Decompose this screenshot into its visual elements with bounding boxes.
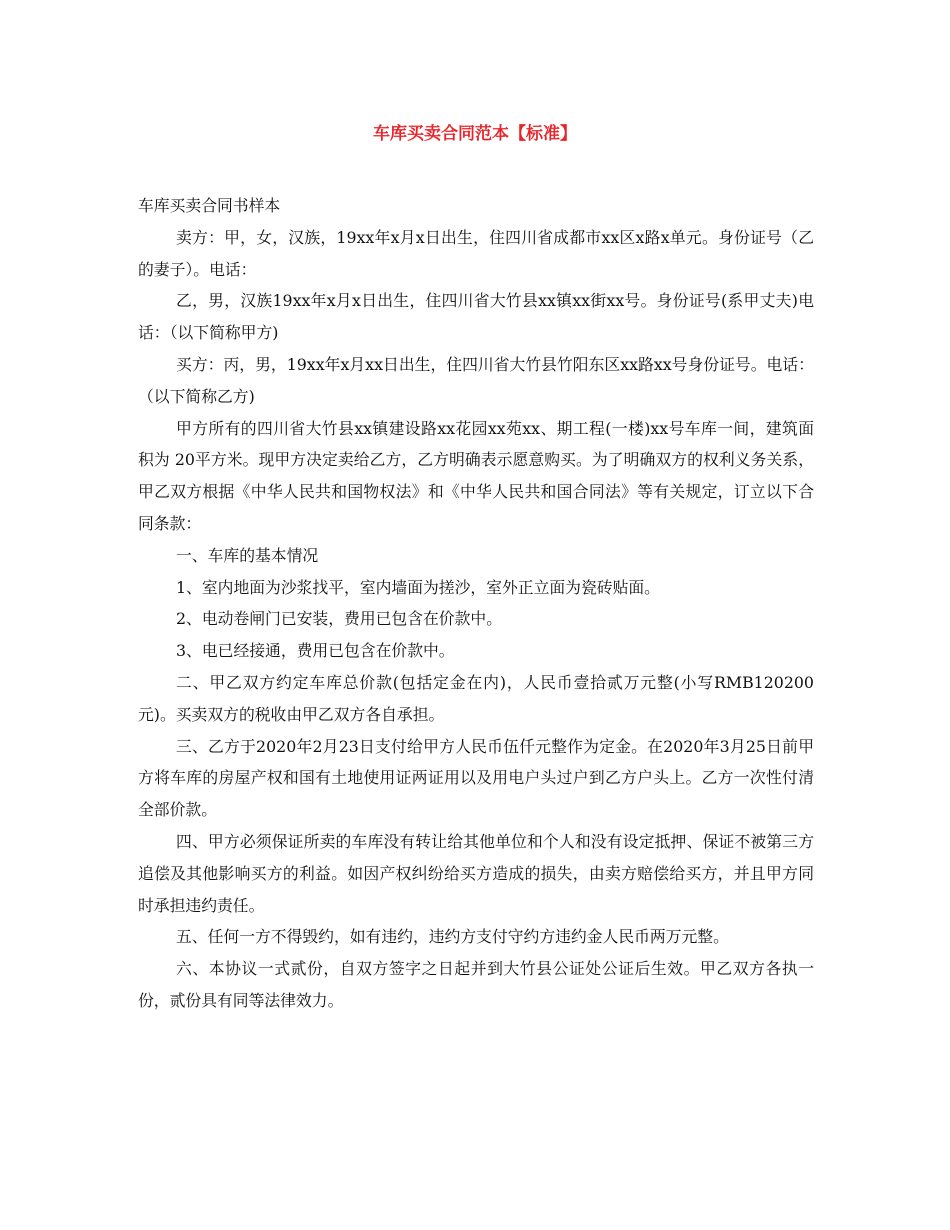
clause-item-1: 1、室内地面为沙浆找平，室内墙面为搓沙，室外正立面为瓷砖贴面。 [176,577,660,597]
paragraph-seller-b: 乙，男，汉族19xx年x月x日出生，住四川省大竹县xx镇xx街xx号。身份证号(系甲丈夫)电话：（以下简称甲方) [138,291,814,343]
clause-item-2: 2、电动卷闸门已安装，费用已包含在价款中。 [176,609,502,629]
document-body [138,190,814,1017]
clause-price: 二、甲乙双方约定车库总价款(包括定金在内)，人民币壹拾贰万元整(小写RMB120200元)。买卖双方的税收由甲乙双方各自承担。 [138,672,814,724]
paragraph-preamble: 甲方所有的四川省大竹县xx镇建设路xx花园xx苑xx、期工程(一楼)xx号车库一间，建筑面积为 20平方米。现甲方决定卖给乙方，乙方明确表示愿意购买。为了明确双方的权利义务关系，甲乙双方根据《中华人民共和国物权法》和《中华人民共和国合同法》等有关规定，订立以下合同条款： [138,418,814,533]
document-title: 车库买卖合同范本【标准】 [373,124,577,144]
section-heading-basic-info: 一、车库的基本情况 [176,545,319,565]
document-subtitle: 车库买卖合同书样本 [138,196,281,215]
clause-item-3: 3、电已经接通，费用已包含在价款中。 [176,641,455,661]
clause-effect: 六、本协议一式贰份，自双方签字之日起并到大竹县公证处公证后生效。甲乙双方各执一份，贰份具有同等法律效力。 [138,959,814,1010]
clause-breach: 五、任何一方不得毁约，如有违约，违约方支付守约方违约金人民币两万元整。 [176,927,729,947]
paragraph-seller-a: 卖方：甲，女，汉族，19xx年x月x日出生，住四川省成都市xx区x路x单元。身份证号（乙的妻子）。电话： [138,227,814,279]
clause-payment: 三、乙方于2020年2月23日支付给甲方人民币伍仟元整作为定金。在2020年3月25日前甲方将车库的房屋产权和国有土地使用证两证用以及用电户头过户到乙方户头上。乙方一次性付清全部价款。 [138,736,814,820]
clause-guarantee: 四、甲方必须保证所卖的车库没有转让给其他单位和个人和没有设定抵押、保证不被第三方追偿及其他影响买方的利益。如因产权纠纷给买方造成的损失，由卖方赔偿给买方，并且甲方同时承担违约责任。 [138,831,814,915]
paragraph-buyer: 买方：丙，男，19xx年x月xx日出生，住四川省大竹县竹阳东区xx路xx号身份证号。电话：（以下简称乙方) [138,354,814,406]
